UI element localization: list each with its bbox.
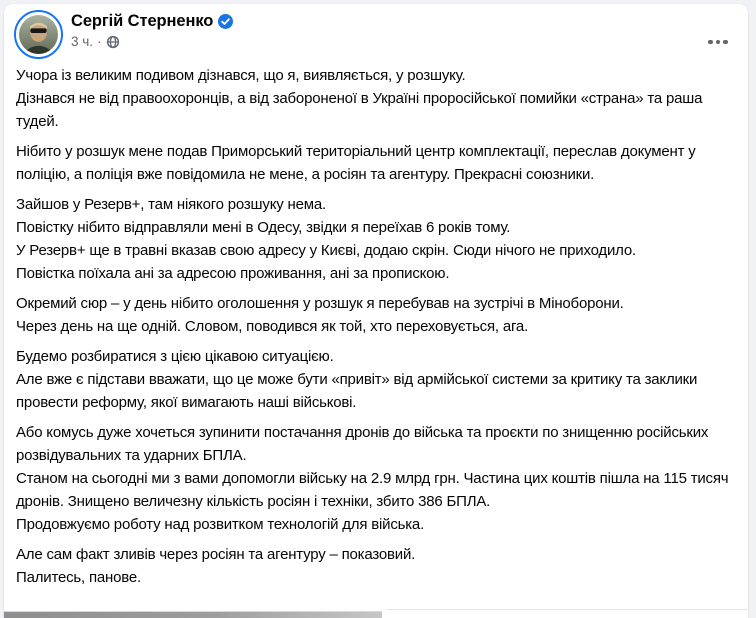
timestamp[interactable]: 3 ч.	[71, 34, 94, 49]
post-header	[4, 4, 748, 60]
post-card	[4, 4, 748, 618]
ellipsis-dot	[716, 40, 720, 44]
post-paragraph: Зайшов у Резерв+, там ніякого розшуку нема. Повістку нібито відправляли мені в Одесу, звідки я переїхав 6 років тому. У Резерв+ ще в травні вказав свою адресу у Києві, додаю скрін. Сюди нічого не приходило. Повістка поїхала ані за адресою проживання, ані за пропискою.	[16, 196, 636, 282]
more-options-button[interactable]	[702, 30, 734, 54]
post-meta-row	[71, 34, 233, 49]
avatar-photo	[19, 15, 58, 54]
post-paragraph: Або комусь дуже хочеться зупинити постачання дронів до війська та проєкти по знищенню російських розвідувальних та ударних БПЛА. Станом на сьогодні ми з вами допомогли війську на 2.9 млрд грн. Частина цих коштів пішла на 115 тисяч дронів. Знищено величезну кількість росіян і техніки, збито 386 БПЛА. Продовжуємо роботу над розвитком технологій для війська.	[16, 424, 729, 533]
post-paragraph: Але сам факт зливів через росіян та агентуру – показовий. Палитесь, панове.	[16, 546, 416, 586]
post-paragraph: Нібито у розшук мене подав Приморський територіальний центр комплектації, переслав документ у поліцію, а поліція вже повідомила не мене, а росіян та агентуру. Прекрасні союзники.	[16, 143, 696, 183]
post-paragraph: Окремий сюр – у день нібито оголошення у розшук я перебував на зустрічі в Міноборони. Через день на ще одній. Словом, поводився як той, хто переховується, ага.	[16, 295, 624, 335]
post-text	[4, 64, 748, 589]
ellipsis-dot	[723, 40, 727, 44]
avatar[interactable]	[14, 10, 63, 59]
post-paragraph: Будемо розбиратися з цією цікавою ситуацією. Але вже є підстави вважати, що це може бути «привіт» від армійської системи за критику та заклики провести реформу, якої вимагають наші військові.	[16, 348, 698, 411]
globe-icon	[106, 35, 120, 49]
author-name[interactable]: Сергій Стерненко	[71, 12, 214, 30]
post-paragraph: Учора із великим подивом дізнався, що я, виявляється, у розшуку. Дізнався не від правоохоронців, а від забороненої в Україні проросійської помийки «страна» та раша тудей.	[16, 67, 703, 130]
verified-icon	[218, 14, 233, 29]
ellipsis-dot	[708, 40, 712, 44]
attached-image-left[interactable]	[4, 611, 382, 618]
header-meta	[71, 10, 233, 49]
meta-separator: ·	[97, 34, 102, 49]
attached-image-right[interactable]	[386, 609, 748, 618]
